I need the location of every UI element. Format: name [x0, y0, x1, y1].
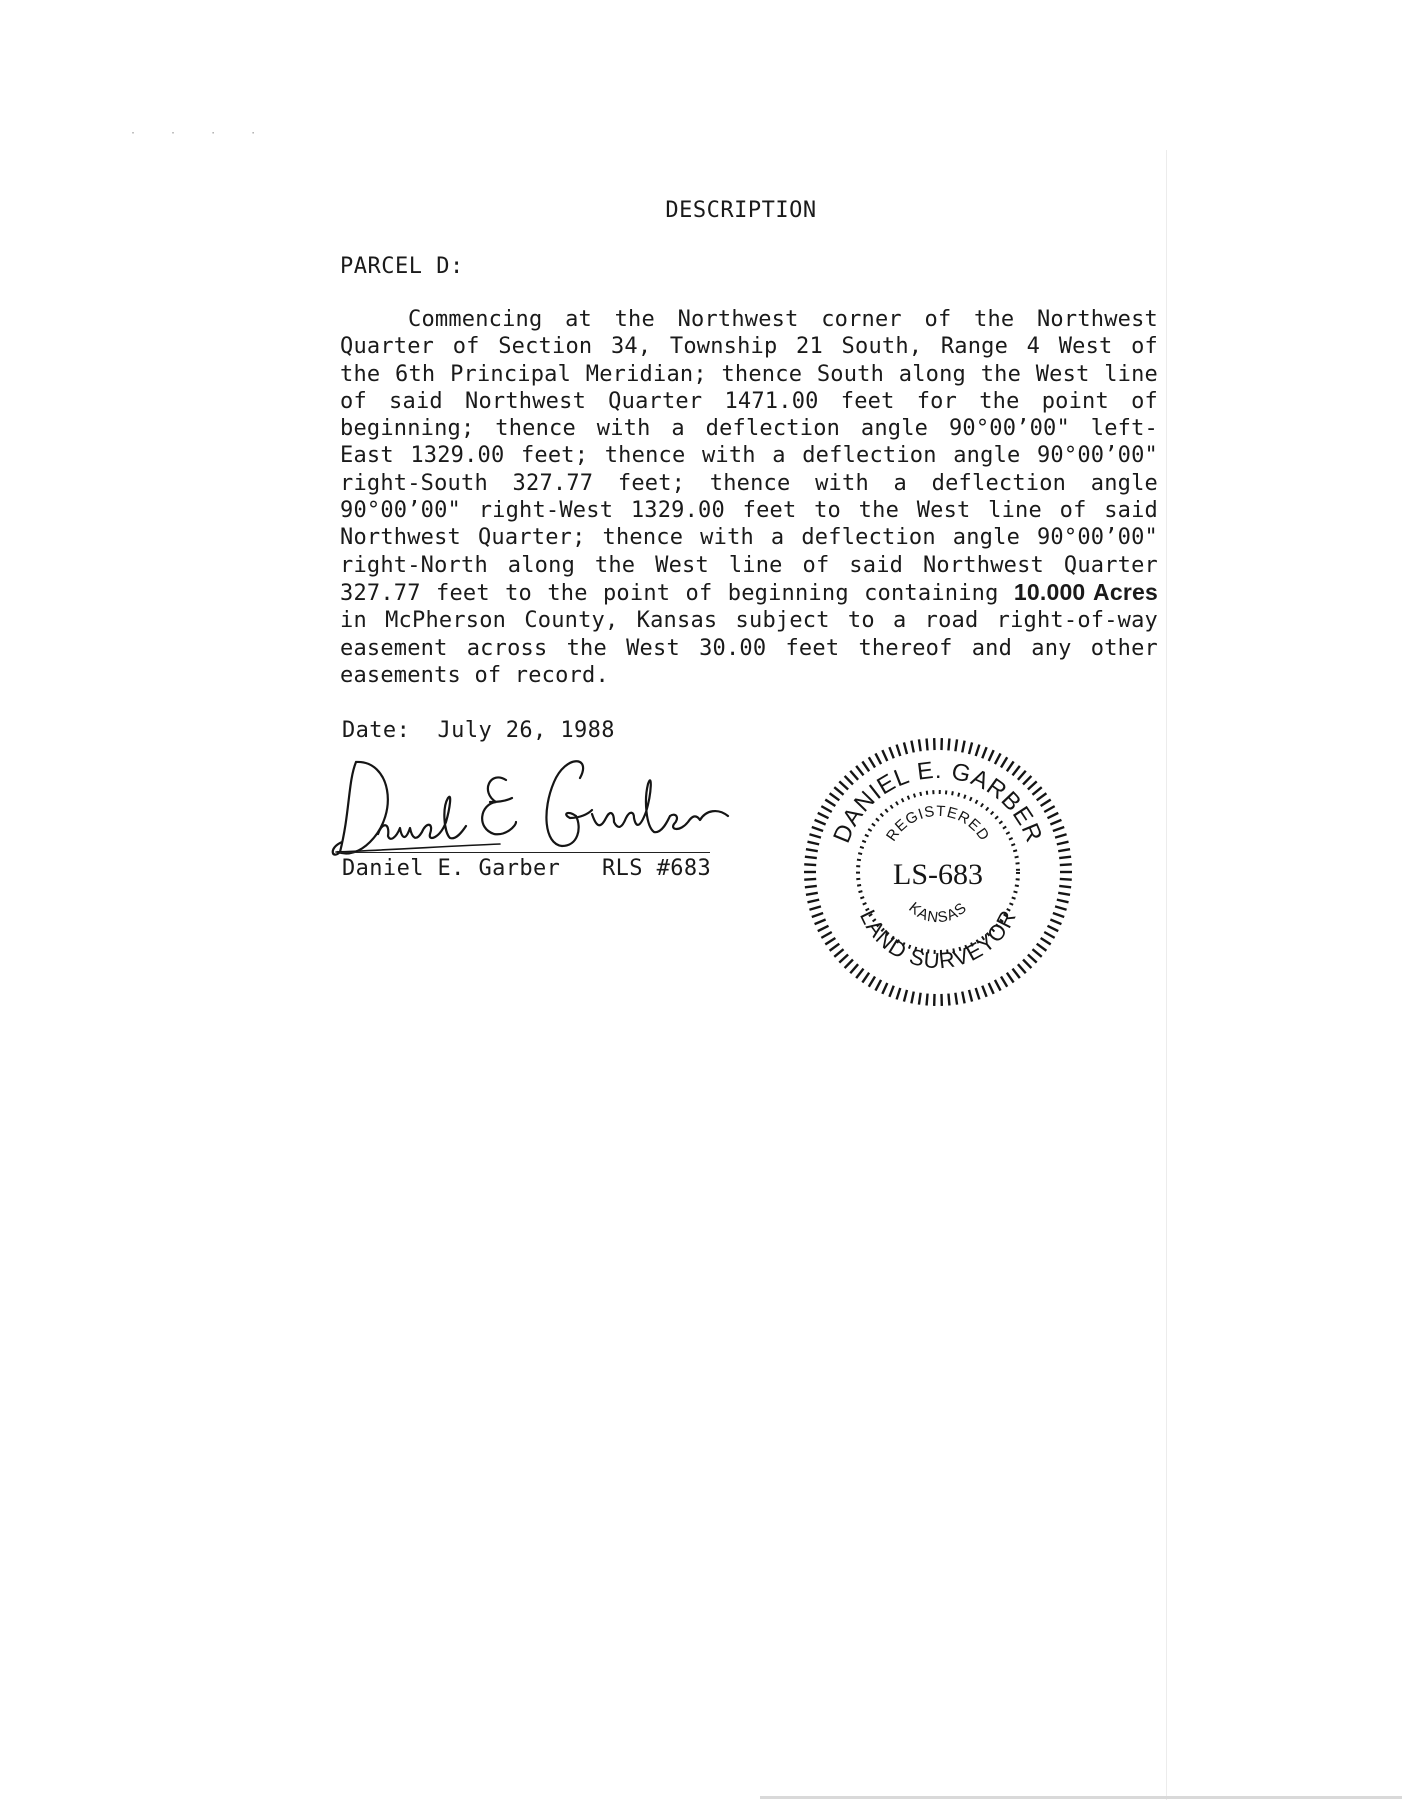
- date-label: Date:: [342, 718, 411, 743]
- signer-license: RLS #683: [602, 856, 712, 881]
- svg-text:REGISTERED: [883, 803, 993, 845]
- page-edge-right: [1166, 150, 1167, 1800]
- signature-line: [340, 852, 710, 853]
- page-edge-bottom: [760, 1796, 1402, 1799]
- date-line: [342, 718, 615, 743]
- description-text-part1: Commencing at the Northwest corner of the Northwest Quarter of Section 34, Township 21 South, Range 4 West of the 6th Principal Meridian; thence South along the West line of said Northwest Quarter 1471.00 feet for the point of beginning; thence with a deflection angle 90°00’00" left-East 1329.00 feet; thence with a deflection angle 90°00’00" right-South 327.77 feet; thence with a deflection angle 90°00’00" right-West 1329.00 feet to the West line of said Northwest Quarter; thence with a deflection angle 90°00’00" right-North along the West line of said Northwest Quarter 327.77 feet to the point of beginning containing: [340, 307, 1158, 606]
- seal-title: LAND SURVEYOR: [854, 905, 1022, 974]
- svg-text:KANSAS: [905, 899, 970, 926]
- seal-license: LS-683: [893, 858, 983, 891]
- scan-specks: · · · ·: [130, 128, 271, 139]
- date-value: July 26, 1988: [437, 718, 615, 743]
- seal-registered: REGISTERED: [883, 802, 993, 845]
- acreage: 10.000 Acres: [1013, 578, 1158, 605]
- document-title: DESCRIPTION: [665, 198, 817, 223]
- svg-text:DANIEL E. GARBER: [828, 757, 1047, 847]
- signer-name: Daniel E. Garber: [342, 856, 561, 881]
- handwritten-signature: [330, 752, 750, 872]
- parcel-label: PARCEL D:: [340, 254, 464, 279]
- surveyor-seal: [800, 734, 1076, 1010]
- seal-name: DANIEL E. GARBER: [828, 756, 1048, 847]
- seal-state: KANSAS: [905, 899, 971, 927]
- legal-description: [340, 306, 1158, 689]
- legal-description-paragraph: [340, 306, 1158, 689]
- description-text-part2: in McPherson County, Kansas subject to a road right-of-way easement across the West 30.00 feet thereof and any other easements of record.: [340, 608, 1158, 688]
